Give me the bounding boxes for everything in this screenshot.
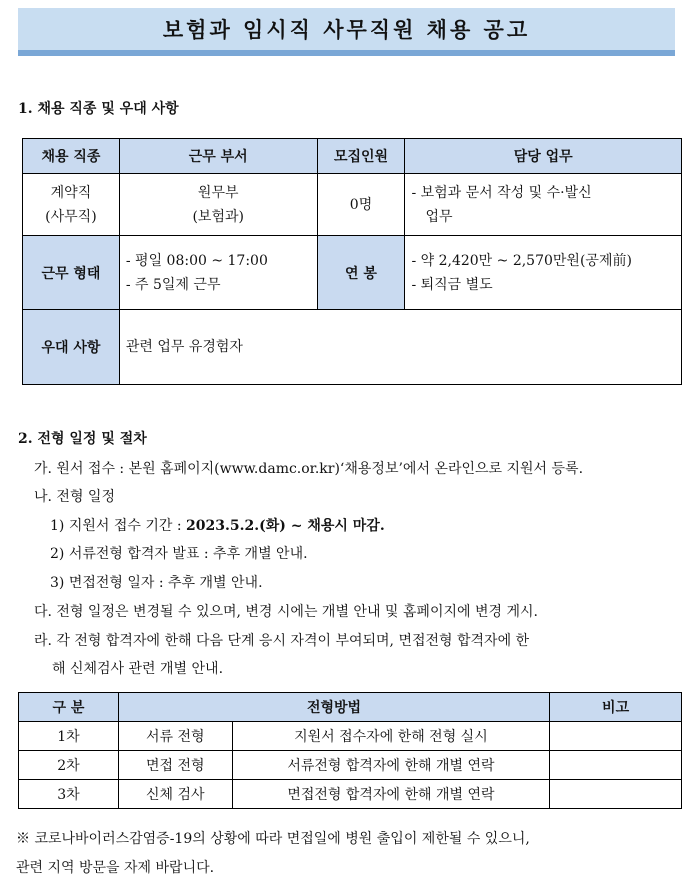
- process-header-note: 비고: [550, 693, 682, 722]
- table-row: [19, 722, 682, 751]
- duties-line1: - 보험과 문서 작성 및 수·발신: [411, 184, 592, 201]
- covid-notice-line2: 관련 지역 방문을 자제 바랍니다.: [16, 860, 215, 876]
- schedule-change-note: 다. 전형 일정은 변경될 수 있으며, 변경 시에는 개별 안내 및 홈페이지에 변경 게시.: [34, 604, 538, 620]
- header-department: 근무 부서: [119, 139, 317, 174]
- header-job-type: 채용 직종: [23, 139, 120, 174]
- work-item-hours: - 평일 08:00 ~ 17:00: [125, 252, 268, 269]
- next-stage-note-2: 해 신체검사 관련 개별 안내.: [52, 661, 224, 677]
- process-stage: 1차: [19, 722, 119, 751]
- job-type-line2: (사무직): [45, 208, 97, 225]
- job-type-line1: 계약직: [50, 184, 92, 201]
- section1-heading: 1. 채용 직종 및 우대 사항: [18, 101, 179, 117]
- job-table-header-row: [23, 139, 682, 174]
- process-note: [550, 722, 682, 751]
- title-banner: [18, 8, 675, 56]
- process-table: [18, 692, 682, 809]
- work-item-days: - 주 5일제 근무: [125, 276, 221, 293]
- process-header-row: [19, 693, 682, 722]
- process-desc: 서류전형 합격자에 한해 개별 연락: [232, 751, 549, 780]
- department-line2: (보험과): [192, 208, 244, 225]
- process-type: 신체 검사: [118, 780, 232, 809]
- covid-notice-line1: ※ 코로나바이러스감염증-19의 상황에 따라 면접일에 병원 출입이 제한될 수 있으니,: [16, 831, 530, 847]
- work-cell: [119, 236, 317, 310]
- department-line1: 원무부: [197, 184, 239, 201]
- salary-label: 연 봉: [317, 236, 405, 310]
- table-row: [19, 780, 682, 809]
- header-headcount: 모집인원: [317, 139, 405, 174]
- department-cell: [119, 174, 317, 236]
- preference-label: 우대 사항: [23, 310, 120, 385]
- preference-row: [23, 310, 682, 385]
- schedule-step1: [50, 515, 385, 535]
- header-duties: 담당 업무: [405, 139, 682, 174]
- schedule-step1-date: 2023.5.2.(화) ~ 채용시 마감.: [186, 518, 385, 534]
- schedule-step3: 3) 면접전형 일자 : 추후 개별 안내.: [50, 575, 263, 591]
- process-type: 서류 전형: [118, 722, 232, 751]
- work-label: 근무 형태: [23, 236, 120, 310]
- process-note: [550, 780, 682, 809]
- headcount-cell: 0명: [317, 174, 405, 236]
- application-info: 가. 원서 접수 : 본원 홈페이지(www.damc.or.kr)‘채용정보’에서 온라인으로 지원서 등록.: [34, 461, 584, 477]
- process-desc: 지원서 접수자에 한해 전형 실시: [232, 722, 549, 751]
- duties-cell: [405, 174, 682, 236]
- job-type-cell: [23, 174, 120, 236]
- next-stage-note-1: 라. 각 전형 합격자에 한해 다음 단계 응시 자격이 부여되며, 면접전형 합격자에 한: [34, 633, 530, 649]
- salary-cell: [405, 236, 682, 310]
- schedule-heading: 나. 전형 일정: [34, 489, 115, 505]
- duties-line2: 업무: [425, 208, 453, 225]
- job-table: [22, 138, 682, 385]
- process-note: [550, 751, 682, 780]
- salary-item-severance: - 퇴직금 별도: [411, 276, 493, 293]
- process-header-stage: 구 분: [19, 693, 119, 722]
- process-stage: 2차: [19, 751, 119, 780]
- table-row: [19, 751, 682, 780]
- process-stage: 3차: [19, 780, 119, 809]
- process-type: 면접 전형: [118, 751, 232, 780]
- schedule-step2: 2) 서류전형 합격자 발표 : 추후 개별 안내.: [50, 546, 308, 562]
- work-row: [23, 236, 682, 310]
- schedule-step1-label: 1) 지원서 접수 기간 :: [50, 518, 187, 534]
- section2-heading: 2. 전형 일정 및 절차: [18, 431, 147, 447]
- salary-item-amount: - 약 2,420만 ~ 2,570만원(공제前): [411, 252, 632, 269]
- process-desc: 면접전형 합격자에 한해 개별 연락: [232, 780, 549, 809]
- job-table-row: [23, 174, 682, 236]
- process-header-method: 전형방법: [118, 693, 549, 722]
- preference-value: 관련 업무 유경험자: [119, 310, 681, 385]
- page-title: 보험과 임시직 사무직원 채용 공고: [162, 17, 531, 42]
